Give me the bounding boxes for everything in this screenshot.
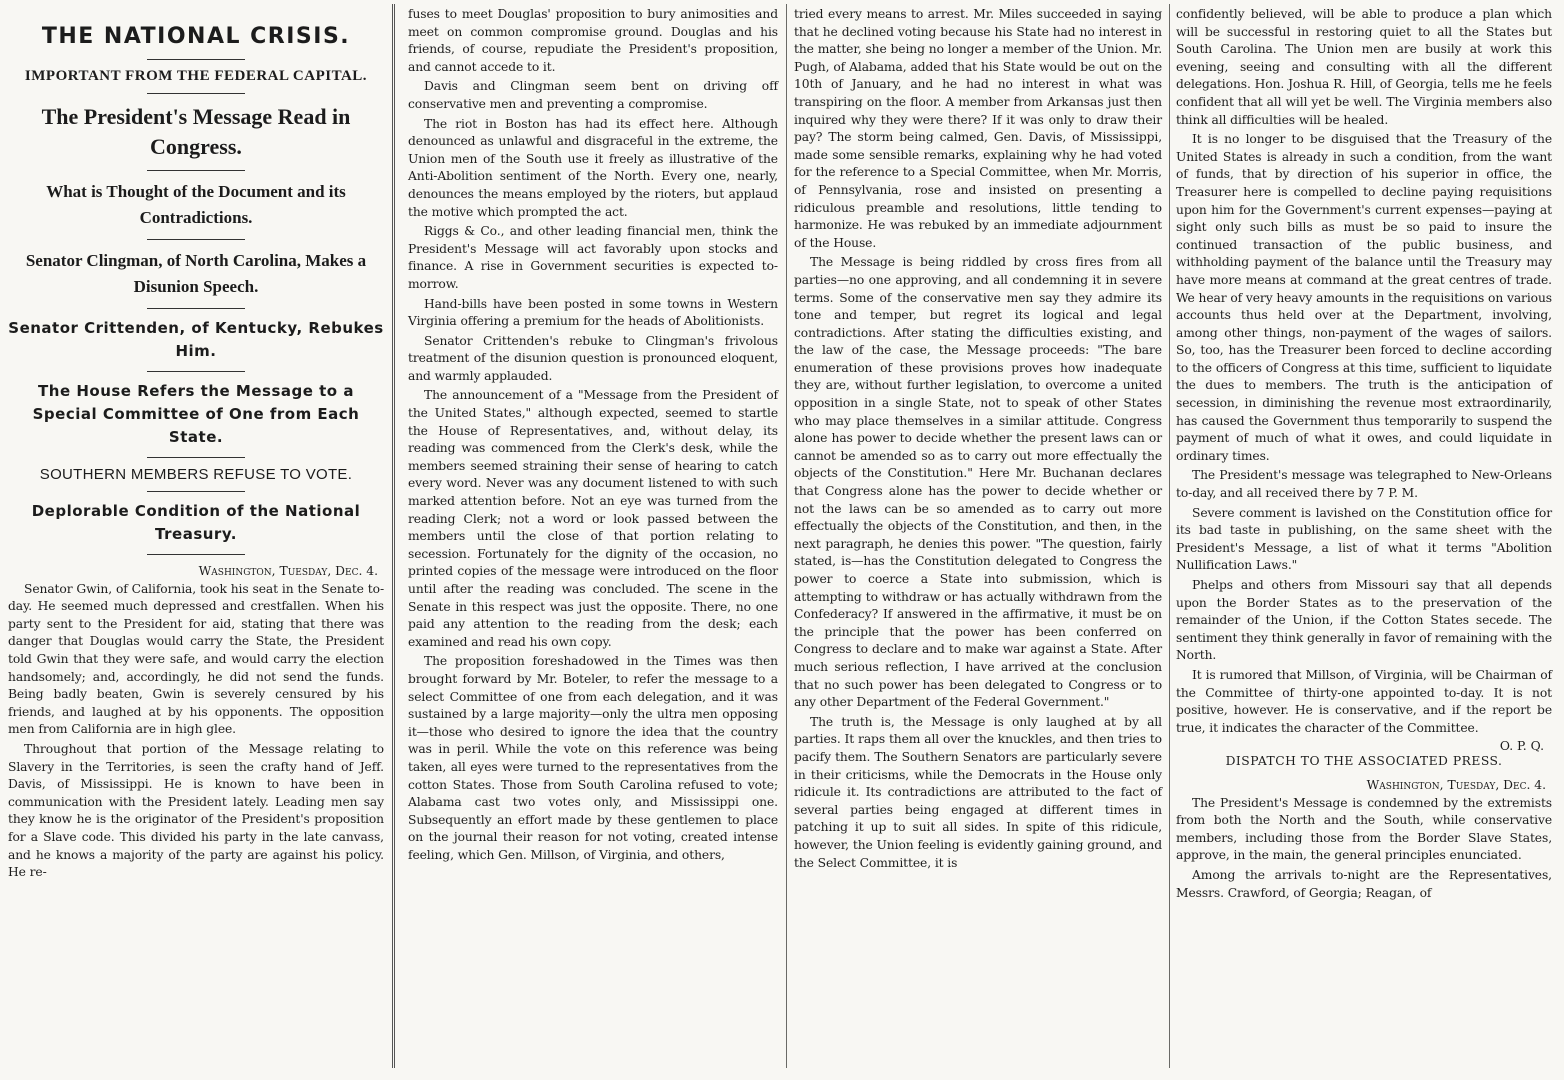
article-paragraph: It is no longer to be disguised that the Treasury of the United States is already in such a condition, from the want of funds, that by direction of his superior in office, the Treasurer here is compelled to decline paying requisitions upon him for the Government's current expenses—paying at sight only such bills as must be so paid to insure the continued transaction of the public business, and withholding payment of the balance until the Treasury may have more means at command at the great centres of trade. We hear of very heavy amounts in the requisitions on various accounts thus held over at the Department, involving, among other things, non-payment of the wages of sailors. So, too, has the Treasurer been forced to decline according to the officers of Congress at this time, sufficient to liquidate the dues to members. The truth is the anticipation of secession, in diminishing the revenue most extraordinarily, has caused the Government thus temporarily to suspend the payment of much of what it owes, and could liquidate in ordinary times. bbox=[1176, 132, 1552, 463]
headline-message-read: The President's Message Read in Congress. bbox=[41, 104, 351, 159]
headline-national-crisis: THE NATIONAL CRISIS. bbox=[41, 24, 351, 49]
article-paragraph: Severe comment is lavished on the Constitution office for its bad taste in publishing, on the same sheet with the President's Message, a list of what it terms "Abolition Nullification Laws." bbox=[1176, 505, 1552, 573]
article-paragraph: confidently believed, will be able to produce a plan which will be successful in restoring quiet to all the States but South Carolina. The Union men are busily at work this evening, seeing and consulting with all the different delegations. Hon. Joshua R. Hill, of Georgia, tells me he feels confident that all will yet be well. The Virginia members also think all difficulties will be healed. bbox=[1176, 7, 1552, 127]
column-2 bbox=[404, 6, 782, 1070]
column-1 bbox=[4, 6, 388, 1070]
headline-crittenden: Senator Crittenden, of Kentucky, Rebukes Him. bbox=[8, 319, 384, 360]
article-paragraph: Senator Gwin, of California, took his seat in the Senate to-day. He seemed much depressed and crestfallen. When his party sent to the President for aid, stating that there was danger that Douglas would carry the State, the President told Gwin that they were safe, and would carry the election handsomely; and, accordingly, he did not send the funds. Being badly beaten, Gwin is severely censured by his friends, and laughed at by his opponents. The opposition men from California are in high glee. bbox=[8, 581, 384, 737]
headline-clingman: Senator Clingman, of North Carolina, Makes a Disunion Speech. bbox=[25, 251, 367, 296]
dispatch-dateline: Washington, Tuesday, Dec. 4. bbox=[1366, 777, 1546, 792]
article-paragraph: Among the arrivals to-night are the Representatives, Messrs. Crawford, of Georgia; Reagan, of bbox=[1176, 867, 1552, 900]
article-paragraph: Riggs & Co., and other leading financial men, think the President's Message will act favorably upon stocks and finance. A rise in Government securities is expected to-morrow. bbox=[408, 224, 778, 291]
article-paragraph: Davis and Clingman seem bent on driving off conservative men and preventing a compromise. bbox=[408, 79, 778, 111]
column-4 bbox=[1172, 6, 1556, 1070]
separator bbox=[147, 457, 245, 458]
headline-house-refers: The House Refers the Message to a Special Committee of One from Each State. bbox=[32, 382, 360, 446]
column-rule bbox=[1169, 4, 1170, 1068]
article-paragraph: The President's Message is condemned by the extremists from both the North and the South, while conservative members, including those from the Border Slave States, approve, in the main, the general principles enunciated. bbox=[1176, 795, 1552, 863]
article-paragraph: Phelps and others from Missouri say that all depends upon the Border States as to the preservation of the remainder of the Union, if the Cotton States secede. The sentiment they think generally in favor of remaining with the North. bbox=[1176, 578, 1552, 663]
article-paragraph: It is rumored that Millson, of Virginia, will be Chairman of the Committee of thirty-one appointed to-day. It is not positive, however. He is conservative, and if the report be true, it indicates the character of the Committee. bbox=[1176, 667, 1552, 735]
article-paragraph: Senator Crittenden's rebuke to Clingman's frivolous treatment of the disunion question is pronounced eloquent, and warmly applauded. bbox=[408, 333, 778, 383]
separator bbox=[147, 93, 245, 94]
separator bbox=[147, 239, 245, 240]
article-paragraph: The President's message was telegraphed to New-Orleans to-day, and all received there by 7 P. M. bbox=[1176, 468, 1552, 501]
article-paragraph: The riot in Boston has had its effect here. Although denounced as unlawful and disgraceful in the extreme, the Union men of the South use it freely as illustrative of the Anti-Abolition sentiment of the North. Every one, nearly, denounces the means employed by the rioters, but applaud the motive which prompted the act. bbox=[408, 116, 778, 219]
signature: O. P. Q. bbox=[1499, 739, 1544, 754]
separator bbox=[147, 491, 245, 492]
headline-southern-members: SOUTHERN MEMBERS REFUSE TO VOTE. bbox=[39, 466, 353, 483]
separator bbox=[147, 170, 245, 171]
column-3 bbox=[790, 6, 1166, 1070]
article-paragraph: Throughout that portion of the Message relating to Slavery in the Territories, is seen the crafty hand of Jeff. Davis, of Mississippi. He is known to have been in communication with the President lately. Leading men say they know he is the originator of the President's proposition for a Slave code. This divided his party in the late canvass, and he knows a majority of the party are against his policy. He re- bbox=[8, 741, 384, 880]
column-rule bbox=[786, 4, 787, 1068]
separator bbox=[147, 308, 245, 309]
separator bbox=[147, 554, 245, 555]
dateline: Washington, Tuesday, Dec. 4. bbox=[198, 564, 378, 578]
article-paragraph: The truth is, the Message is only laughed at by all parties. It raps them all over the knuckles, and then tries to pacify them. The Southern Senators are particularly severe in their criticisms, while the Democrats in the House only ridicule it. Its contradictions are attributed to the fact of several parties being engaged at different times in patching it up to suit all sides. In spite of this ridicule, however, the Union feeling is evidently gaining ground, and the Select Committee, it is bbox=[794, 714, 1162, 870]
article-paragraph: The announcement of a "Message from the President of the United States," although expected, seemed to startle the House of Representatives, and, without delay, its reading was commenced from the Clerk's desk, while the members seemed straining their sense of hearing to catch every word. Never was any document listened to with such marked attention before. Not an eye was turned from the reading Clerk; not a word or look passed between the members until the close of that portion relating to secession. Fortunately for the dignity of the occasion, no printed copies of the message were introduced on the floor until after the reading was concluded. The scene in the Senate in this respect was just the opposite. There, no one paid any attention to the reading from the desk; each examined and read his own copy. bbox=[408, 388, 778, 649]
column-rule bbox=[392, 4, 395, 1068]
dispatch-heading: DISPATCH TO THE ASSOCIATED PRESS. bbox=[1225, 754, 1503, 769]
headline-federal-capital: IMPORTANT FROM THE FEDERAL CAPITAL. bbox=[24, 68, 368, 84]
article-paragraph: Hand-bills have been posted in some towns in Western Virginia offering a premium for the heads of Abolitionists. bbox=[408, 296, 778, 329]
article-paragraph: tried every means to arrest. Mr. Miles succeeded in saying that he declined voting because his State had no interest in the matter, she being no longer a member of the Union. Mr. Pugh, of Alabama, added that his State would be out on the 10th of January, and he had no interest in what was transpiring on the floor. A member from Arkansas just then inquired why they were there? If it was only to draw their pay? The storm being calmed, Gen. Davis, of Mississippi, made some sensible remarks, explaining why he had voted for the reference to a Special Committee, when Mr. Morris, of Pennsylvania, rose and insisted on presenting a ridiculous preamble and resolutions, little tending to harmonize. He was rebuked by an immediate adjournment of the House. bbox=[794, 7, 1162, 250]
article-paragraph: The Message is being riddled by cross fires from all parties—no one approving, and all condemning it in severe terms. Some of the conservative men say they admire its tone and temper, but regret its logical and legal contradictions. After stating the difficulties existing, and the law of the case, the Message proceeds: "The bare enumeration of these provisions proves how inadequate they are, without further legislation, to overcome a united opposition in a single State, not to speak of other States who may place themselves in a similar attitude. Congress alone has power to decide whether the present laws can or cannot be amended so as to carry out more effectually the objects of the Constitution." Here Mr. Buchanan declares that Congress alone has the power to decide whether or not the laws can be so amended as to carry out more effectually the objects of the Constitution, and then, in the next paragraph, he denies this power. "The question, fairly stated, is—has the Constitution delegated to Congress the power to coerce a State into submission, which is attempting to withdraw or has actually withdrawn from the Confederacy? If answered in the affirmative, it must be on the principle that the power has been conferred on Congress to declare and to make war against a State. After much serious reflection, I have arrived at the conclusion that no such power has been delegated to Congress or to any other Department of the Federal Government." bbox=[794, 255, 1162, 710]
article-paragraph: fuses to meet Douglas' proposition to bury animosities and meet on common compromise ground. Douglas and his friends, of course, repudiate the President's proposition, and cannot accede to it. bbox=[408, 7, 778, 74]
separator bbox=[147, 59, 245, 60]
separator bbox=[147, 371, 245, 372]
headline-thought: What is Thought of the Document and its Contradictions. bbox=[46, 182, 346, 227]
headline-treasury: Deplorable Condition of the National Treasury. bbox=[31, 502, 361, 543]
article-paragraph: The proposition foreshadowed in the Times was then brought forward by Mr. Boteler, to refer the message to a select Committee of one from each delegation, and it was sustained by a large majority—only the ultra men opposing it—those who desired to ignore the idea that the country was in peril. While the vote on this reference was being taken, all eyes were turned to the representatives from the cotton States. Those from South Carolina refused to vote; Alabama cast two votes only, and Mississippi one. Subsequently an effort made by these gentlemen to place on the journal their reason for not voting, created intense feeling, which Gen. Millson, of Virginia, and others, bbox=[408, 654, 778, 862]
